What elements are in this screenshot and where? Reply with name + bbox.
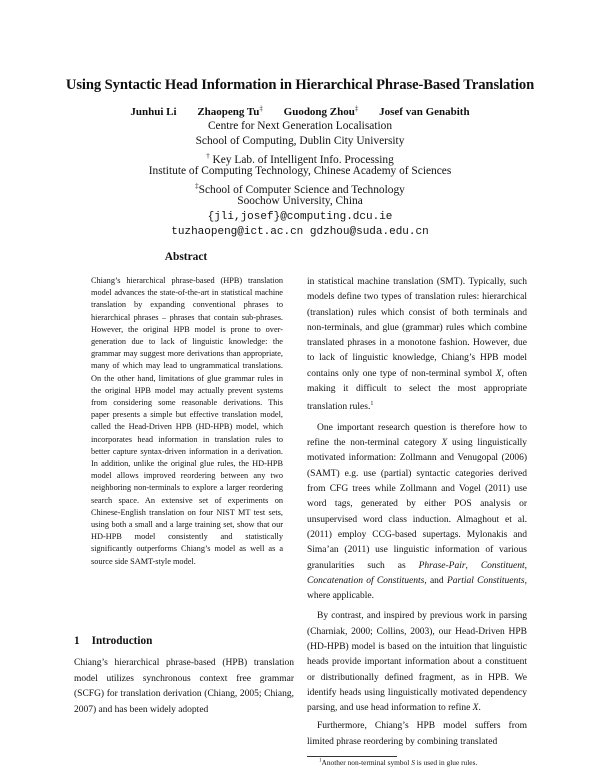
- affiliation-line: Centre for Next Generation Localisation: [207, 120, 393, 132]
- abstract-heading: Abstract: [164, 251, 208, 263]
- abstract-body: Chiang’s hierarchical phrase-based (HPB) translation model advances the state-of-the-art in statistical machine translation by expanding conventional phrases to hierarchical phrases – phrases that contain sub-phrases. However, the original HPB model is prone to over-generation due to lack of linguistic knowledge: the grammar may suggest more derivations than appropriate, many of which may lead to ungrammatical translations. On the other hand, limitations of glue grammar rules in the original HPB model may actually prevent systems from considering some reasonable derivations. This paper presents a simple but effective translation model, called the Head-Driven HPB (HD-HPB) model, which incorporates head information in translation rules to better capture syntax-driven information in a derivation. In addition, unlike the original glue rules, the HD-HPB model allows improved reordering between any two neighboring non-terminals to explore a larger reordering search space. An extensive set of experiments on Chinese-English translation on four NIST MT test sets, using both a small and a large training set, show that our HD-HPB model consistently and statistically significantly outperforms Chiang’s model as well as a source side SAMT-style model.: [91, 276, 283, 566]
- right-column-text: [307, 275, 527, 750]
- paragraph: Furthermore, Chiang’s HPB model suffers from limited phrase reordering by combining translated: [307, 721, 527, 747]
- footnote-divider: [307, 756, 397, 757]
- affiliation-line: † Key Lab. of Intelligent Info. Processing: [206, 152, 394, 166]
- affiliation-line: School of Computing, Dublin City University: [195, 135, 405, 147]
- email-line: tuzhaopeng@ict.ac.cn gdzhou@suda.edu.cn: [171, 226, 429, 238]
- affiliation-line: Soochow University, China: [237, 195, 363, 207]
- author: Zhaopeng Tu‡: [197, 104, 263, 118]
- section-heading: 1 Introduction: [74, 635, 153, 647]
- author: Josef van Genabith: [379, 105, 470, 118]
- paragraph: One important research question is therefore how to refine the non-terminal category X using linguistically motivated information: Zollmann and Venugopal (2006) (SAMT) e.g. use (partial) syntactic categories derived from CFG trees while Zollmann and Vogel (2011) use word tags, generated by either POS analysis or unsupervised word class induction. Almaghout et al. (2011) employ CCG-based supertags. Mylonakis and Sima’an (2011) use linguistic information of various granularities such as Phrase-Pair, Constituent, Concatenation of Constituents, and Partial Constituents, where applicable.: [307, 422, 528, 602]
- paragraph: By contrast, and inspired by previous work in parsing (Charniak, 2000; Collins, 2003), our Head-Driven HPB (HD-HPB) model is based on the intuition that linguistic heads provide important information about a constituent or distributionally defined fragment, as in HPB. We identify heads using linguistically motivated dependency parsing, and use head information to refine X.: [307, 611, 527, 714]
- affiliation-line: Institute of Computing Technology, Chinese Academy of Sciences: [148, 165, 452, 177]
- author: Junhui Li: [130, 105, 177, 118]
- affiliation-line: ‡School of Computer Science and Technology: [195, 182, 405, 196]
- paper-title: Using Syntactic Head Information in Hierarchical Phrase-Based Translation: [65, 77, 535, 93]
- author: Guodong Zhou‡: [283, 104, 359, 118]
- footnote-ref: 1: [370, 401, 374, 408]
- intro-paragraph: Chiang’s hierarchical phrase-based (HPB) translation model utilizes synchronous context free grammar (SCFG) for translation derivation (Chiang, 2005; Chiang, 2007) and has been widely adopted: [74, 658, 294, 715]
- paragraph: in statistical machine translation (SMT). Typically, such models define two types of translation rules: hierarchical (translation) rules which consist of both terminals and non-terminals, and glue (grammar) rules which combine translated phrases in a monotone fashion. However, due to lack of linguistic knowledge, Chiang’s HPB model contains only one type of non-terminal symbol X, often making it difficult to select the most appropriate translation rules.$^1$: [307, 277, 527, 413]
- email-line: {jli,josef}@computing.dcu.ie: [207, 211, 393, 223]
- footnote: $^1$Another non-terminal symbol S is used in glue rules.: [319, 758, 478, 767]
- author-list: [40, 104, 560, 118]
